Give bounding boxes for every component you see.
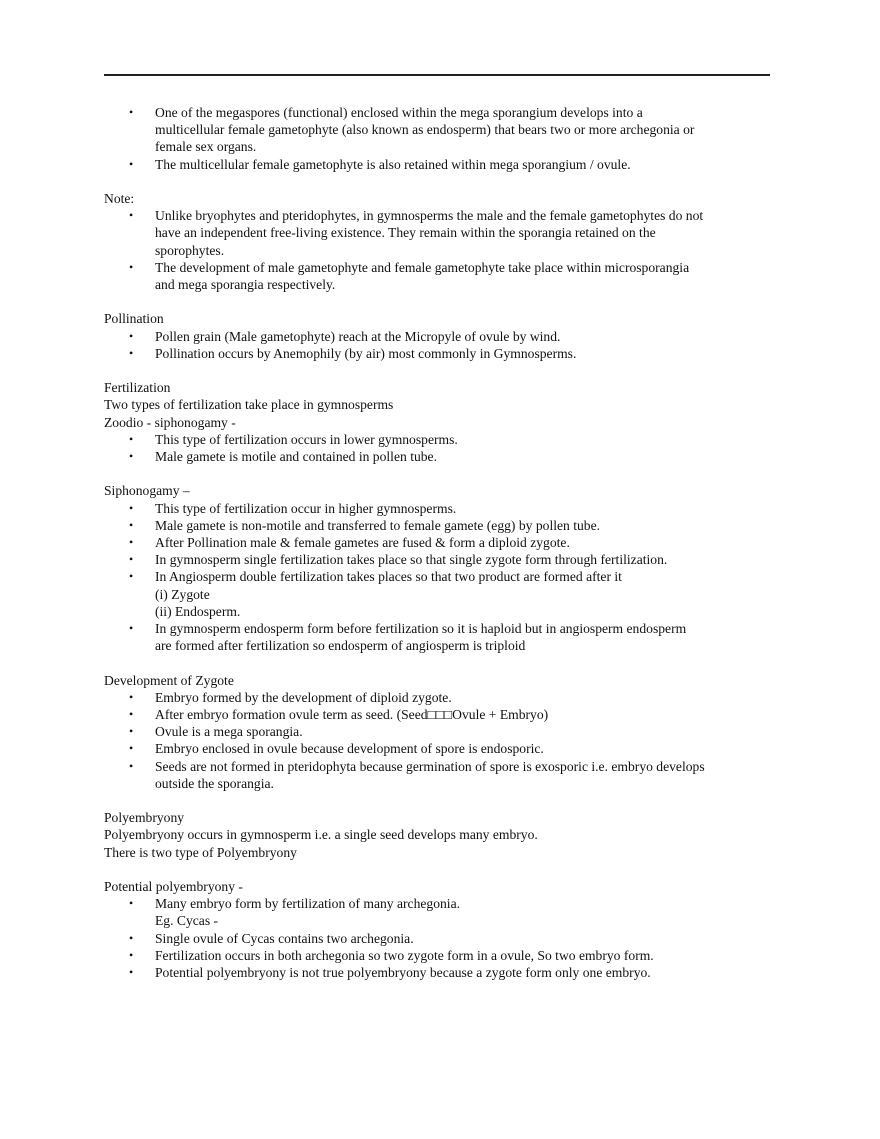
list-item-line: Single ovule of Cycas contains two archegonia.	[155, 930, 414, 946]
list-item	[104, 740, 784, 757]
bullet-icon: •	[129, 431, 134, 446]
list-item	[104, 620, 784, 654]
section-heading: Fertilization	[104, 380, 171, 396]
list-item-line: Pollen grain (Male gametophyte) reach at the Micropyle of ovule by wind.	[155, 328, 561, 344]
list-item-line: sporophytes.	[155, 242, 225, 258]
list-item-line: Embryo formed by the development of diploid zygote.	[155, 689, 452, 705]
list-item-line: (ii) Endosperm.	[155, 603, 241, 619]
bullet-icon: •	[129, 517, 134, 532]
bullet-icon: •	[129, 449, 134, 464]
list-item-line: Male gamete is non-motile and transferred to female gamete (egg) by pollen tube.	[155, 517, 601, 533]
spacer	[104, 792, 784, 809]
list-item	[104, 930, 784, 947]
header-rule	[104, 74, 770, 76]
list-item	[104, 345, 784, 362]
bullet-icon: •	[129, 965, 134, 980]
bullet-list	[104, 689, 784, 792]
bullet-icon: •	[129, 621, 134, 636]
spacer	[104, 654, 784, 671]
list-item-line: outside the sporangia.	[155, 775, 274, 791]
list-item	[104, 517, 784, 534]
paragraph: Polyembryony occurs in gymnosperm i.e. a single seed develops many embryo.	[104, 827, 538, 843]
list-item	[104, 104, 784, 156]
list-item	[104, 758, 784, 792]
list-item	[104, 207, 784, 259]
list-item-line: In gymnosperm endosperm form before fertilization so it is haploid but in angiosperm endosperm	[155, 621, 687, 637]
bullet-icon: •	[129, 896, 134, 911]
bullet-list	[104, 104, 784, 173]
list-item	[104, 964, 784, 981]
bullet-list	[104, 207, 784, 293]
list-item	[104, 947, 784, 964]
list-item	[104, 534, 784, 551]
bullet-icon: •	[129, 707, 134, 722]
bullet-icon: •	[129, 758, 134, 773]
list-item-line: Fertilization occurs in both archegonia so two zygote form in a ovule, So two embryo form.	[155, 947, 654, 963]
bullet-list	[104, 895, 784, 981]
list-item-line: have an independent free-living existence. They remain within the sporangia retained on the	[155, 225, 656, 241]
section-heading: Siphonogamy –	[104, 483, 190, 499]
bullet-icon: •	[129, 105, 134, 119]
list-item	[104, 500, 784, 517]
list-item	[104, 689, 784, 706]
list-item	[104, 448, 784, 465]
section-heading: Note:	[104, 191, 135, 206]
paragraph: There is two type of Polyembryony	[104, 844, 297, 860]
list-item	[104, 723, 784, 740]
paragraph: Two types of fertilization take place in gymnosperms	[104, 397, 394, 413]
bullet-icon: •	[129, 552, 134, 567]
bullet-icon: •	[129, 724, 134, 739]
bullet-list	[104, 431, 784, 465]
spacer	[104, 465, 784, 482]
list-item	[104, 895, 784, 929]
list-item	[104, 551, 784, 568]
bullet-icon: •	[129, 930, 134, 945]
bullet-icon: •	[129, 208, 134, 223]
list-item-line: One of the megaspores (functional) enclosed within the mega sporangium develops into a	[155, 105, 643, 120]
bullet-icon: •	[129, 535, 134, 550]
spacer	[104, 293, 784, 310]
bullet-icon: •	[129, 156, 134, 171]
list-item	[104, 156, 784, 173]
list-item-line: The development of male gametophyte and female gametophyte take place within microsporangia	[155, 259, 690, 275]
list-item-line: In Angiosperm double fertilization takes places so that two product are formed after it	[155, 569, 622, 585]
list-item-line: This type of fertilization occurs in lower gymnosperms.	[155, 431, 458, 447]
list-item	[104, 568, 784, 620]
list-item-line: Embryo enclosed in ovule because development of spore is endosporic.	[155, 741, 544, 757]
list-item-line: Many embryo form by fertilization of many archegonia.	[155, 896, 461, 912]
paragraph: Zoodio - siphonogamy -	[104, 414, 236, 430]
list-item-line: Ovule is a mega sporangia.	[155, 724, 303, 740]
bullet-icon: •	[129, 328, 134, 343]
bullet-icon: •	[129, 259, 134, 274]
bullet-icon: •	[129, 569, 134, 584]
spacer	[104, 173, 784, 190]
list-item-line: The multicellular female gametophyte is also retained within mega sporangium / ovule.	[155, 156, 631, 172]
bullet-icon: •	[129, 345, 134, 360]
spacer	[104, 362, 784, 379]
list-item-line: female sex organs.	[155, 139, 257, 155]
list-item	[104, 431, 784, 448]
list-item	[104, 259, 784, 293]
list-item-line: Unlike bryophytes and pteridophytes, in gymnosperms the male and the female gametophytes do not	[155, 208, 704, 224]
section-heading: Polyembryony	[104, 810, 185, 826]
bullet-icon: •	[129, 947, 134, 962]
list-item-line: Seeds are not formed in pteridophyta because germination of spore is exosporic i.e. embryo develops	[155, 758, 705, 774]
section-heading: Potential polyembryony -	[104, 879, 243, 895]
list-item-line: are formed after fertilization so endosperm of angiosperm is triploid	[155, 638, 526, 654]
bullet-icon: •	[129, 689, 134, 704]
list-item-line: Eg. Cycas -	[155, 913, 219, 929]
list-item-line: Pollination occurs by Anemophily (by air) most commonly in Gymnosperms.	[155, 345, 577, 361]
list-item	[104, 706, 784, 723]
list-item-line: This type of fertilization occur in higher gymnosperms.	[155, 500, 457, 516]
spacer	[104, 861, 784, 878]
section-heading: Development of Zygote	[104, 672, 234, 688]
list-item-line: Male gamete is motile and contained in pollen tube.	[155, 449, 437, 465]
list-item-line: (i) Zygote	[155, 586, 210, 602]
list-item-line: In gymnosperm single fertilization takes place so that single zygote form through fertilization.	[155, 552, 668, 568]
list-item-line: Potential polyembryony is not true polyembryony because a zygote form only one embryo.	[155, 965, 651, 981]
bullet-list	[104, 500, 784, 655]
bullet-list	[104, 328, 784, 362]
document-body	[104, 104, 784, 981]
list-item-line: After Pollination male & female gametes are fused & form a diploid zygote.	[155, 535, 570, 551]
list-item-line: and mega sporangia respectively.	[155, 277, 336, 293]
list-item-line: multicellular female gametophyte (also known as endosperm) that bears two or more archegonia or	[155, 122, 695, 138]
bullet-icon: •	[129, 500, 134, 515]
section-heading: Pollination	[104, 311, 164, 327]
list-item	[104, 328, 784, 345]
list-item-line: After embryo formation ovule term as seed. (Seed□□□Ovule + Embryo)	[155, 707, 549, 723]
bullet-icon: •	[129, 741, 134, 756]
